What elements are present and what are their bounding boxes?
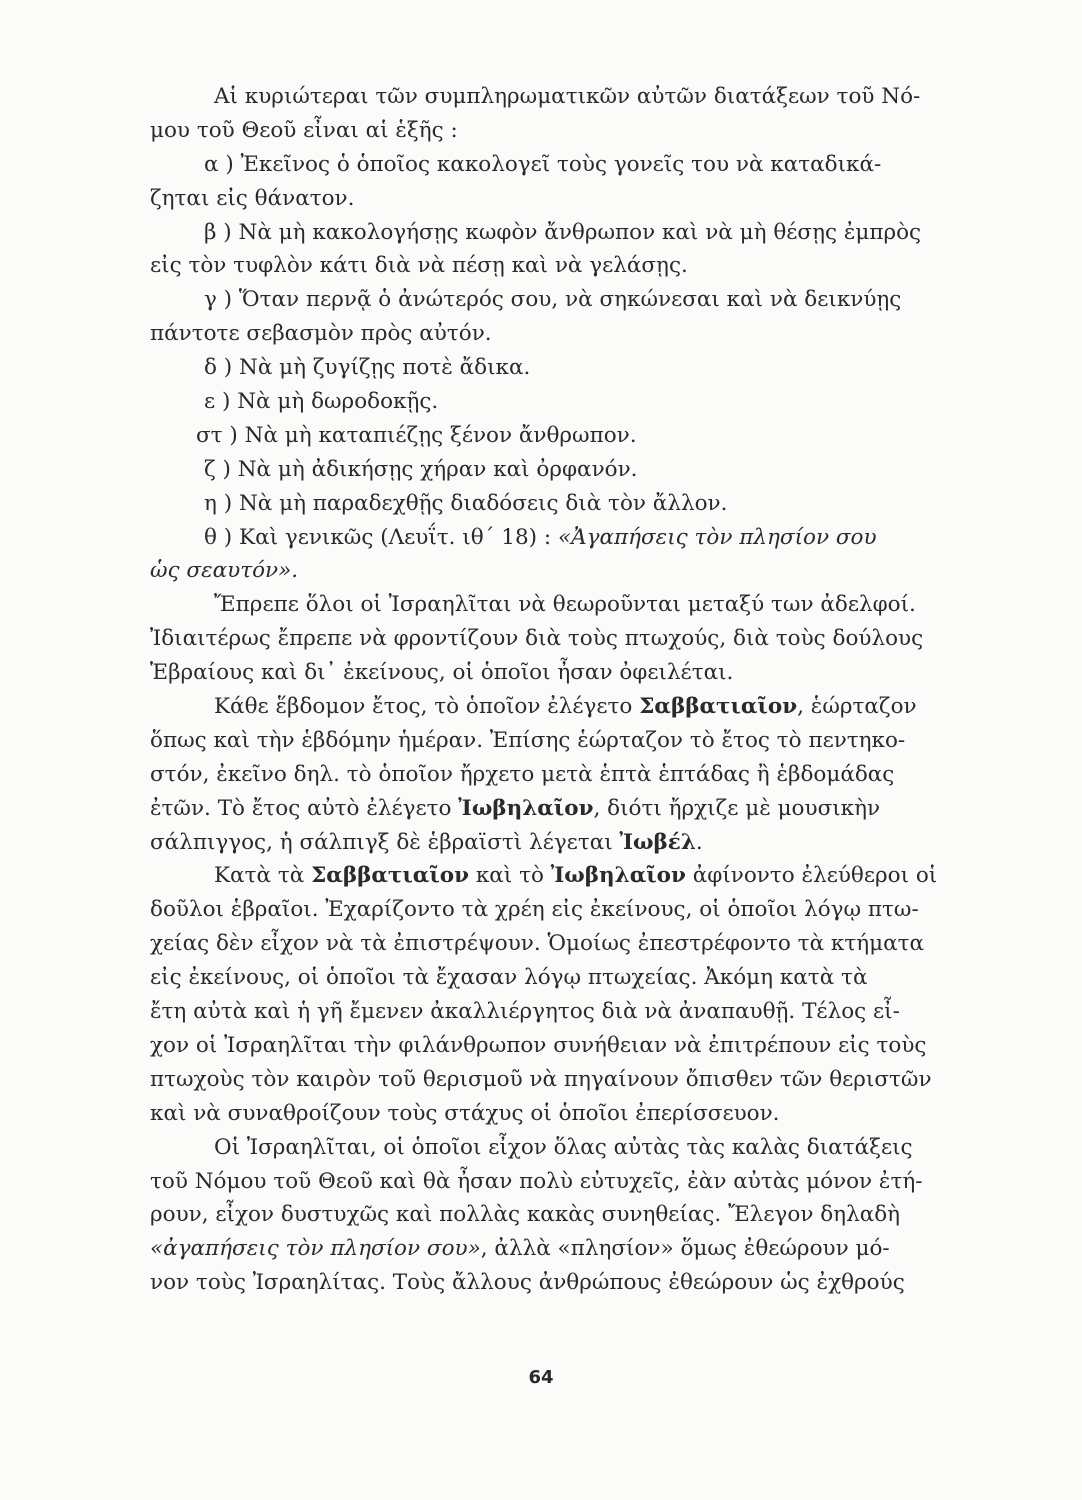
text-line: Αἱ κυριώτεραι τῶν συμπληρωματικῶν αὐτῶν διατάξεων τοῦ Νό- [214, 84, 921, 109]
text-line: νον τοὺς Ἰσραηλίτας. Τοὺς ἄλλους ἀνθρώπους ἐθεώρουν ὡς ἐχθρούς [150, 1270, 905, 1296]
text-line: «ἀγαπήσεις τὸν πλησίον σου», ἀλλὰ «πλησίον» ὅμως ἐθεώρουν μό- [150, 1236, 890, 1262]
list-item: θ ) Καὶ γενικῶς (Λευΐτ. ιθ΄ 18) : «Ἀγαπήσεις τὸν πλησίον σου [204, 524, 877, 550]
text-line: ἔτη αὐτὰ καὶ ἡ γῆ ἔμενεν ἀκαλλιέργητος διὰ νὰ ἀναπαυθῇ. Τέλος εἶ- [150, 999, 900, 1025]
text-line: πάντοτε σεβασμὸν πρὸς αὐτόν. [150, 321, 492, 347]
page-text [150, 80, 990, 1300]
text-line: Ἑβραίους καὶ δι᾽ ἐκείνους, οἱ ὁποῖοι ἦσαν ὀφειλέται. [150, 660, 734, 686]
text-line: ζηται εἰς θάνατον. [150, 185, 355, 211]
text-line: ὡς σεαυτόν». [150, 558, 299, 584]
text-line: εἰς τὸν τυφλὸν κάτι διὰ νὰ πέσῃ καὶ νὰ γελάσῃς. [150, 253, 688, 279]
list-item: β ) Νὰ μὴ κακολογήσῃς κωφὸν ἄνθρωπον καὶ νὰ μὴ θέσῃς ἐμπρὸς [204, 219, 922, 245]
list-item: δ ) Νὰ μὴ ζυγίζῃς ποτὲ ἄδικα. [204, 355, 531, 381]
list-item: α ) Ἐκεῖνος ὁ ὁποῖος κακολογεῖ τοὺς γονεῖς του νὰ καταδικά- [204, 151, 882, 177]
text-line: Οἱ Ἰσραηλῖται, οἱ ὁποῖοι εἶχον ὅλας αὐτὰς τὰς καλὰς διατάξεις [214, 1134, 913, 1160]
text-line: Ἰδιαιτέρως ἔπρεπε νὰ φροντίζουν διὰ τοὺς πτωχούς, διὰ τοὺς δούλους [150, 626, 924, 652]
text-line: χείας δὲν εἶχον νὰ τὰ ἐπιστρέψουν. Ὁμοίως ἐπεστρέφοντο τὰ κτήματα [150, 931, 925, 957]
text-line: χον οἱ Ἰσραηλῖται τὴν φιλάνθρωπον συνήθειαν νὰ ἐπιτρέπουν εἰς τοὺς [150, 1032, 927, 1058]
text-line: Ἔπρεπε ὅλοι οἱ Ἰσραηλῖται νὰ θεωροῦνται μεταξύ των ἀδελφοί. [214, 592, 916, 618]
list-item: γ ) Ὅταν περνᾷ ὁ ἀνώτερός σου, νὰ σηκώνεσαι καὶ νὰ δεικνύῃς [204, 287, 902, 313]
list-item: ε ) Νὰ μὴ δωροδοκῇς. [204, 389, 439, 415]
list-item: στ ) Νὰ μὴ καταπιέζῃς ξένον ἄνθρωπον. [196, 422, 637, 448]
list-item: ζ ) Νὰ μὴ ἀδικήσῃς χήραν καὶ ὀρφανόν. [204, 456, 638, 482]
text-line: πτωχοὺς τὸν καιρὸν τοῦ θερισμοῦ νὰ πηγαίνουν ὄπισθεν τῶν θεριστῶν [150, 1066, 932, 1092]
text-line: στόν, ἐκεῖνο δηλ. τὸ ὁποῖον ἤρχετο μετὰ ἑπτὰ ἑπτάδας ἢ ἑβδομάδας [150, 761, 895, 787]
text-line: Κάθε ἕβδομον ἔτος, τὸ ὁποῖον ἐλέγετο Σαββατιαῖον, ἑώρταζον [214, 694, 917, 720]
page-number: 64 [528, 1367, 554, 1388]
text-line: ἐτῶν. Τὸ ἔτος αὐτὸ ἐλέγετο Ἰωβηλαῖον, διότι ἤρχιζε μὲ μουσικὴν [150, 795, 881, 821]
text-line: καὶ νὰ συναθροίζουν τοὺς στάχυς οἱ ὁποῖοι ἐπερίσσευον. [150, 1100, 780, 1126]
text-line: εἰς ἐκείνους, οἱ ὁποῖοι τὰ ἔχασαν λόγῳ πτωχείας. Ἀκόμη κατὰ τὰ [150, 965, 868, 991]
text-line: Κατὰ τὰ Σαββατιαῖον καὶ τὸ Ἰωβηλαῖον ἀφίνοντο ἐλεύθεροι οἱ [214, 863, 938, 889]
text-line: δοῦλοι ἑβραῖοι. Ἐχαρίζοντο τὰ χρέη εἰς ἐκείνους, οἱ ὁποῖοι λόγῳ πτω- [150, 897, 919, 923]
list-item: η ) Νὰ μὴ παραδεχθῇς διαδόσεις διὰ τὸν ἄλλον. [204, 490, 728, 516]
text-line: σάλπιγγος, ἡ σάλπιγξ δὲ ἑβραϊστὶ λέγεται Ἰωβέλ. [150, 829, 703, 855]
text-line: τοῦ Νόμου τοῦ Θεοῦ καὶ θὰ ἦσαν πολὺ εὐτυχεῖς, ἐὰν αὐτὰς μόνον ἐτή- [150, 1168, 923, 1194]
text-line: μου τοῦ Θεοῦ εἶναι αἱ ἑξῆς : [150, 117, 458, 143]
text-line: ρουν, εἶχον δυστυχῶς καὶ πολλὰς κακὰς συνηθείας. Ἔλεγον δηλαδὴ [150, 1202, 901, 1228]
text-line: ὅπως καὶ τὴν ἑβδόμην ἡμέραν. Ἐπίσης ἑώρταζον τὸ ἔτος τὸ πεντηκο- [150, 727, 906, 753]
